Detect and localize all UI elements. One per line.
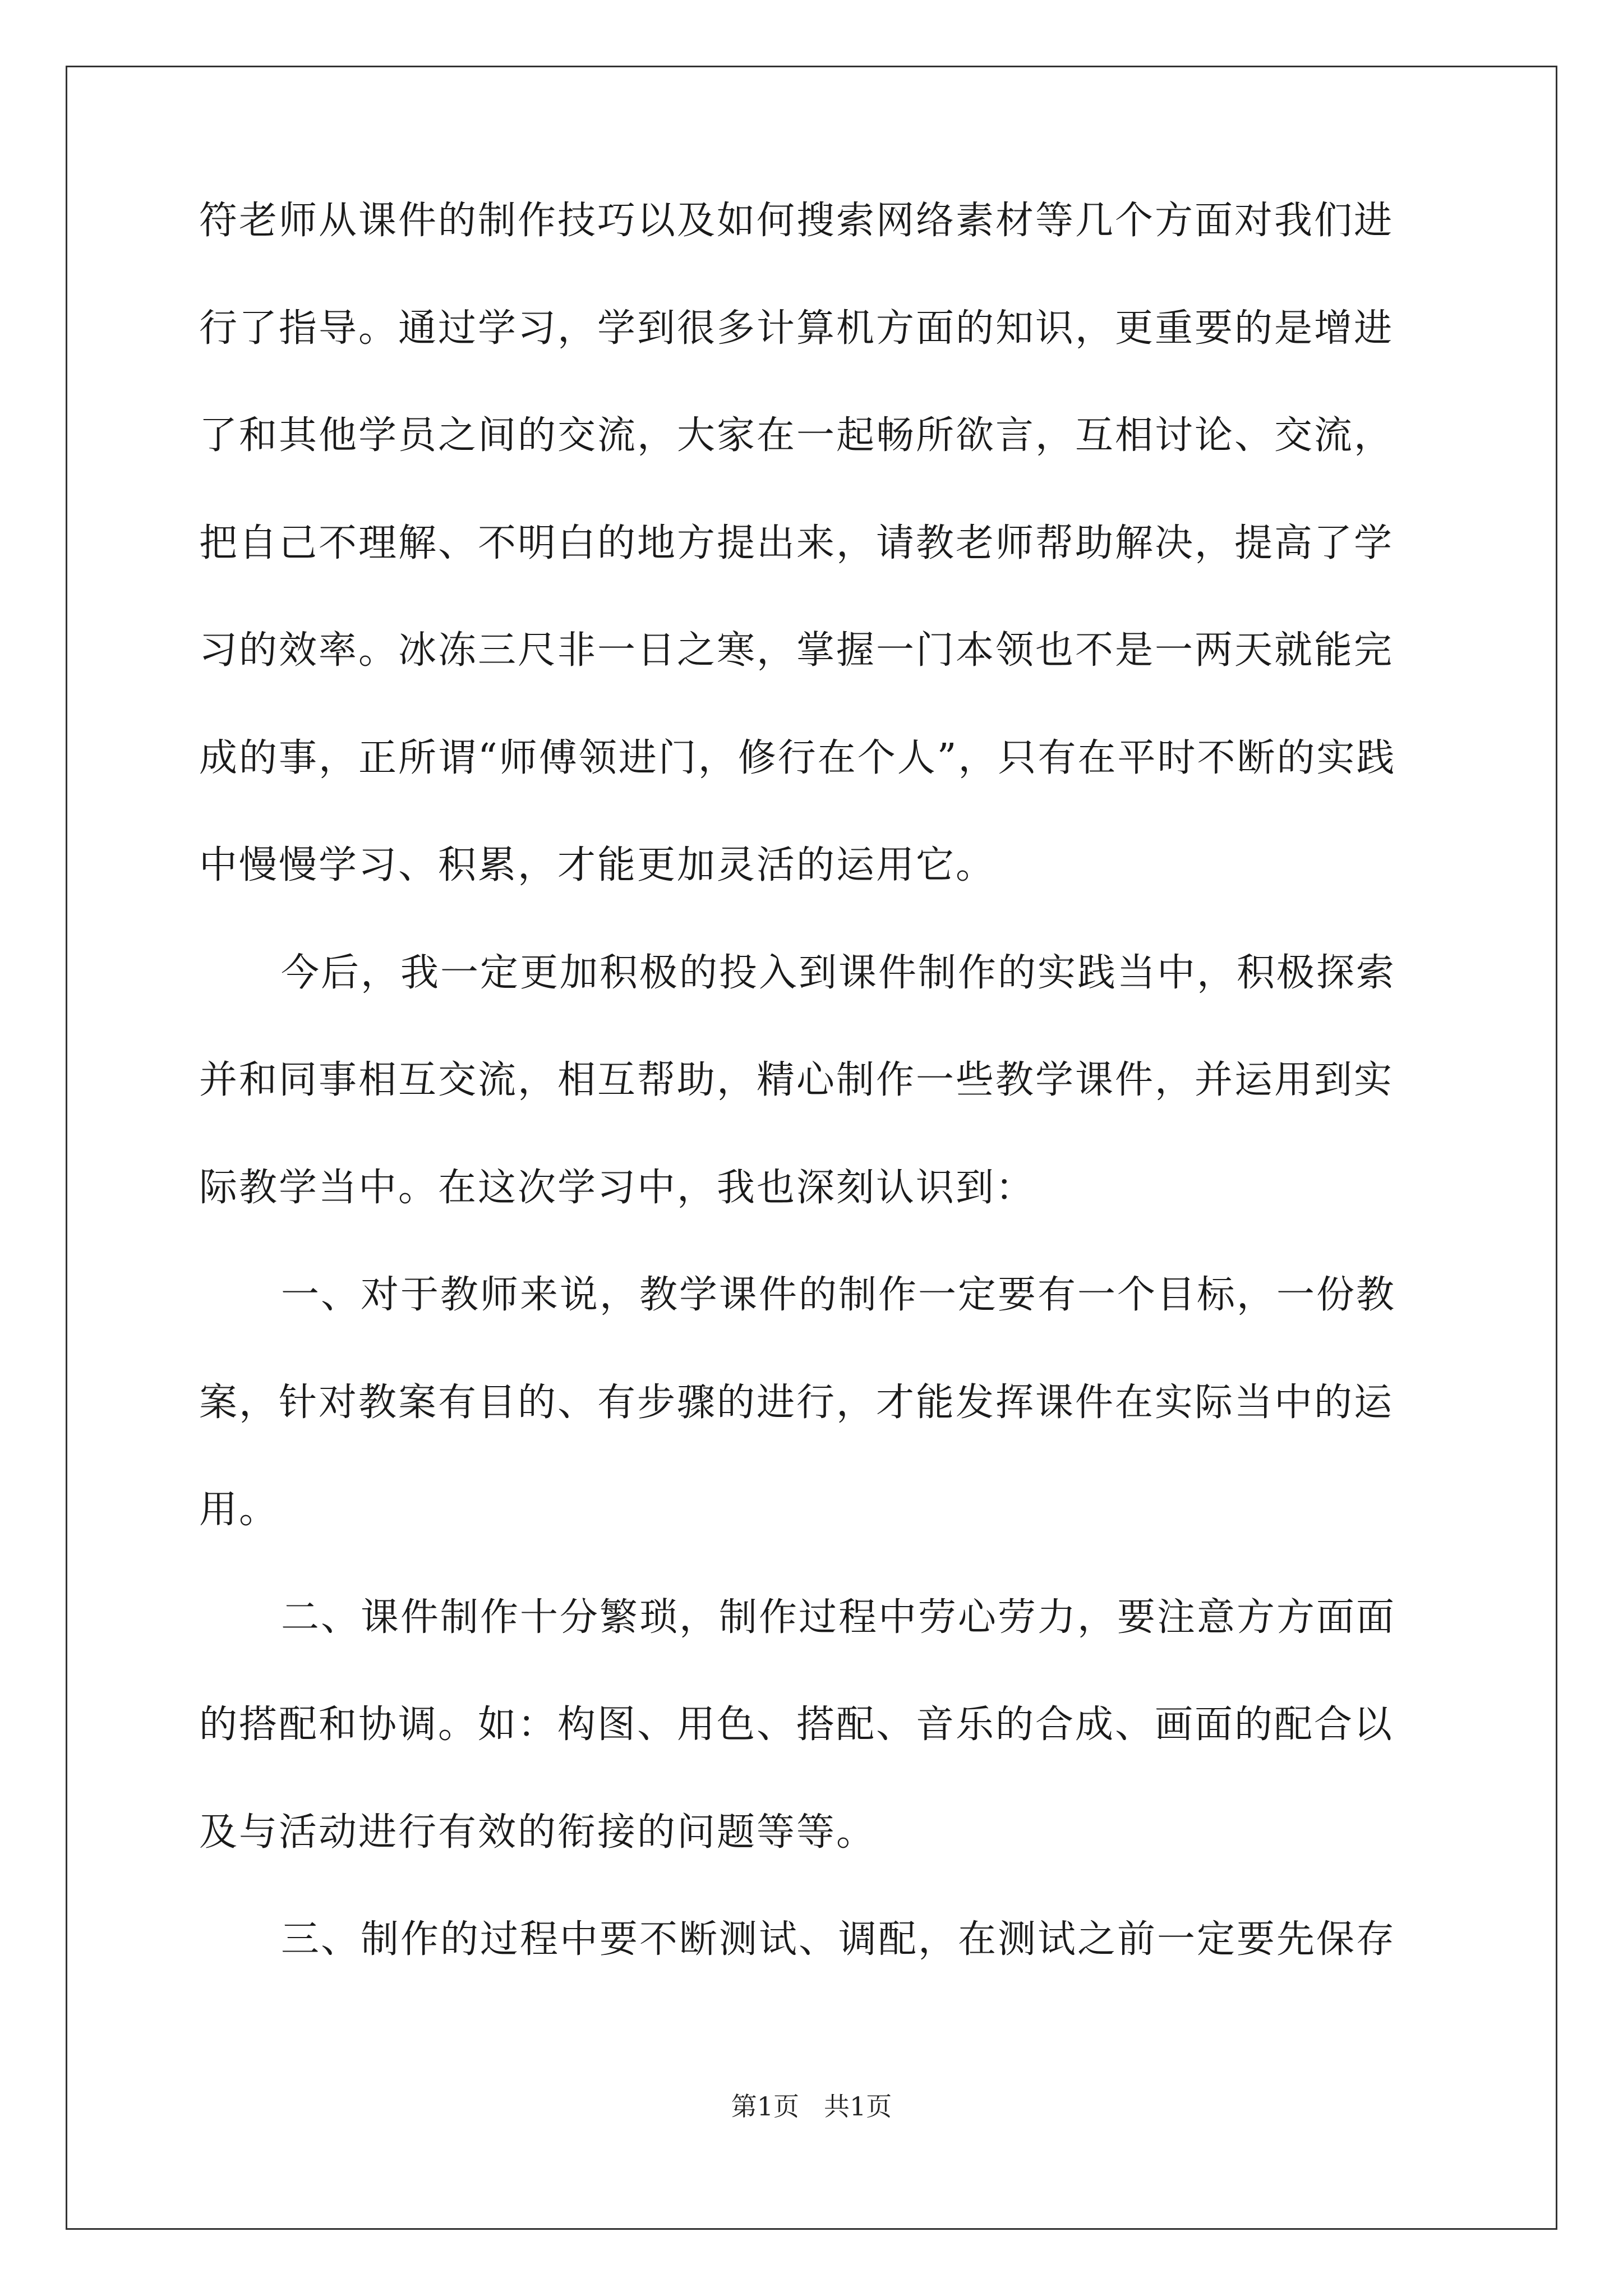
page-total: 共1页	[824, 2091, 892, 2122]
document-body	[199, 199, 1427, 2028]
page-footer	[0, 2091, 1623, 2122]
text-line: 用。	[199, 1488, 279, 1532]
text-line: 中慢慢学习、积累，才能更加灵活的运用它。	[199, 843, 996, 887]
text-line: 习的效率。冰冻三尺非一日之寒，掌握一门本领也不是一两天就能完	[199, 628, 1394, 673]
text-line: 案，针对教案有目的、有步骤的进行，才能发挥课件在实际当中的运	[199, 1380, 1394, 1425]
page-number: 第1页	[731, 2091, 799, 2122]
text-line: 把自己不理解、不明白的地方提出来，请教老师帮助解决，提高了学	[199, 521, 1394, 565]
paragraph-start-line: 一、对于教师来说，教学课件的制作一定要有一个目标，一份教	[281, 1273, 1396, 1317]
text-line: 成的事，正所谓“师傅领进门，修行在个人”，只有在平时不断的实践	[199, 735, 1396, 780]
text-line: 行了指导。通过学习，学到很多计算机方面的知识，更重要的是增进	[199, 306, 1394, 351]
text-line: 符老师从课件的制作技巧以及如何搜索网络素材等几个方面对我们进	[199, 199, 1394, 243]
paragraph-start-line: 二、课件制作十分繁琐，制作过程中劳心劳力，要注意方方面面	[281, 1595, 1396, 1640]
text-line: 及与活动进行有效的衔接的问题等等。	[199, 1810, 877, 1855]
text-line: 的搭配和协调。如：构图、用色、搭配、音乐的合成、画面的配合以	[199, 1703, 1394, 1747]
text-line: 际教学当中。在这次学习中，我也深刻认识到：	[199, 1165, 1036, 1210]
text-line: 并和同事相互交流，相互帮助，精心制作一些教学课件，并运用到实	[199, 1058, 1394, 1102]
paragraph-start-line: 今后，我一定更加积极的投入到课件制作的实践当中，积极探索	[281, 950, 1396, 995]
paragraph-start-line: 三、制作的过程中要不断测试、调配，在测试之前一定要先保存	[281, 1917, 1396, 1962]
text-line: 了和其他学员之间的交流，大家在一起畅所欲言，互相讨论、交流，	[199, 413, 1394, 458]
